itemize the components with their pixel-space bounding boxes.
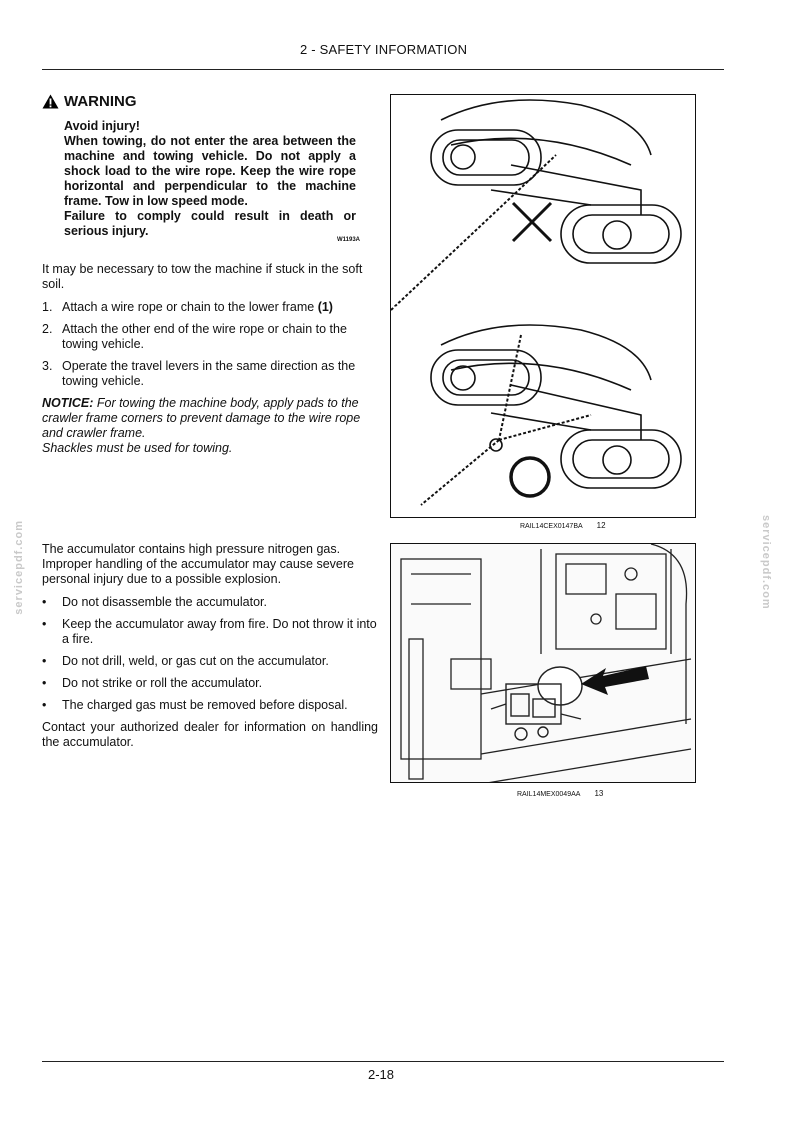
accumulator-bullet — [42, 698, 378, 713]
towing-illustration — [391, 95, 695, 517]
accumulator-bullet — [42, 676, 378, 691]
towing-step — [42, 322, 378, 352]
towing-section — [42, 262, 378, 456]
towing-step — [42, 300, 378, 315]
x-mark-icon — [513, 203, 551, 241]
warning-line: Avoid injury! — [64, 119, 140, 133]
footer-rule — [42, 1061, 724, 1062]
warning-text — [64, 119, 356, 239]
bullet-text: Keep the accumulator away from fire. Do not throw it into a fire. — [62, 617, 377, 646]
step-text: Attach the other end of the wire rope or chain to the towing vehicle. — [62, 322, 347, 351]
step-text: Attach a wire rope or chain to the lower frame — [62, 300, 318, 314]
step-number: 3. — [42, 359, 53, 373]
warning-line: When towing, do not enter the area between the machine and towing vehicle. Do not apply a shock load to the wire rope. Keep the wire rope horizontal and perpendicular to the machine frame. Tow in low speed mode. — [64, 134, 356, 208]
figure-number: 12 — [596, 521, 606, 530]
warning-title: WARNING — [64, 93, 137, 110]
bullet-text: Do not drill, weld, or gas cut on the accumulator. — [62, 654, 329, 668]
notice-text-shackles: Shackles must be used for towing. — [42, 441, 233, 455]
watermark-right: servicepdf.com — [760, 515, 772, 610]
bullet-text: Do not disassemble the accumulator. — [62, 595, 267, 609]
step-number: 1. — [42, 300, 53, 314]
header-rule — [42, 69, 724, 70]
notice-label: NOTICE: — [42, 396, 94, 410]
bullet-text: Do not strike or roll the accumulator. — [62, 676, 263, 690]
figure-caption — [520, 521, 606, 530]
bullet-icon: • — [42, 617, 47, 631]
circle-mark-icon — [511, 458, 549, 496]
figure-code: RAIL14MEX0049AA — [517, 791, 581, 798]
towing-intro: It may be necessary to tow the machine if stuck in the soft soil. — [42, 262, 363, 291]
figure-caption — [517, 789, 603, 798]
accumulator-bullet — [42, 654, 378, 669]
figure-number: 13 — [594, 789, 604, 798]
warning-heading — [42, 93, 137, 110]
accumulator-intro: The accumulator contains high pressure nitrogen gas. Improper handling of the accumulator may cause severe personal injury due to a possible explosion. — [42, 542, 354, 586]
accumulator-bullet — [42, 595, 378, 610]
accumulator-bullets — [42, 595, 378, 713]
towing-notice — [42, 396, 378, 456]
towing-steps — [42, 300, 378, 389]
accumulator-outro: Contact your authorized dealer for information on handling the accumulator. — [42, 720, 378, 749]
towing-figure — [390, 94, 696, 518]
warning-code: W1193A — [337, 237, 361, 243]
accumulator-bullet — [42, 617, 378, 647]
page-number: 2-18 — [368, 1067, 395, 1082]
bullet-text: The charged gas must be removed before disposal. — [62, 698, 348, 712]
notice-text: For towing the machine body, apply pads to the crawler frame corners to prevent damage to the wire rope and crawler frame. — [42, 396, 361, 440]
accumulator-section — [42, 542, 378, 758]
step-ref: (1) — [317, 300, 333, 314]
figure-code: RAIL14CEX0147BA — [520, 523, 583, 530]
section-header: 2 - SAFETY INFORMATION — [300, 42, 468, 57]
bullet-icon: • — [42, 676, 47, 690]
step-text: Operate the travel levers in the same direction as the towing vehicle. — [62, 359, 356, 388]
bullet-icon: • — [42, 698, 47, 712]
towing-step — [42, 359, 378, 389]
bullet-icon: • — [42, 595, 47, 609]
step-number: 2. — [42, 322, 53, 336]
accumulator-figure — [390, 543, 696, 783]
accumulator-illustration — [391, 544, 695, 782]
warning-triangle-icon — [42, 94, 59, 109]
warning-line: Failure to comply could result in death or serious injury. — [64, 209, 356, 238]
bullet-icon: • — [42, 654, 47, 668]
watermark-left: servicepdf.com — [13, 520, 25, 615]
